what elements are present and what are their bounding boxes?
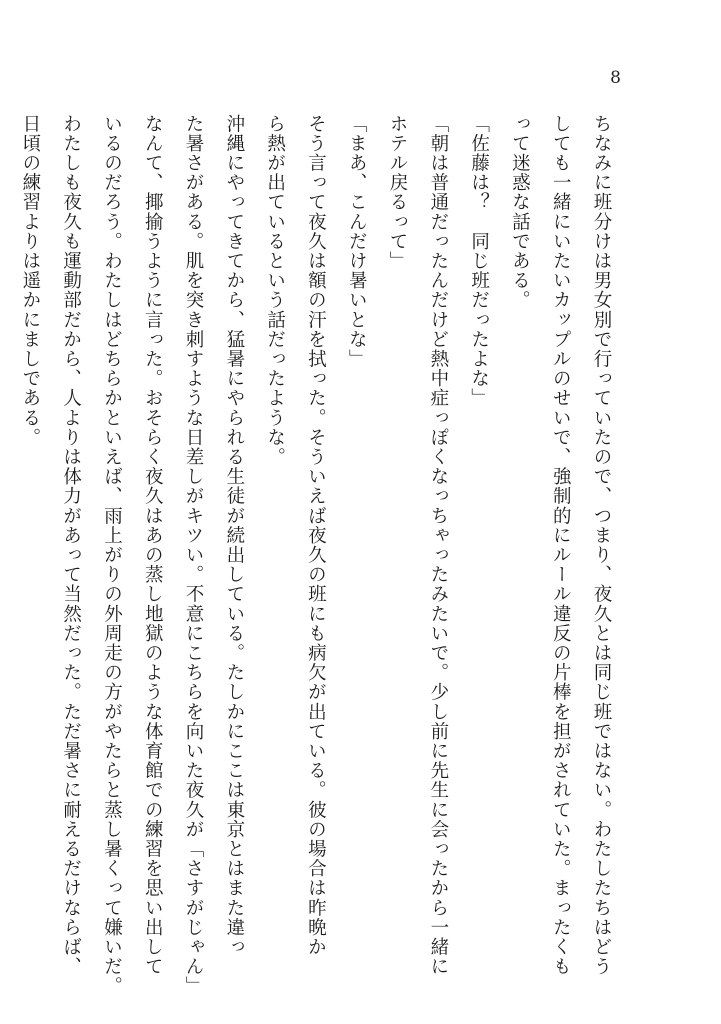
text-line: 「まあ、こんだけ暑いとな」	[346, 114, 368, 369]
text-line: いるのだろう。わたしはどちらかといえば、雨上がりの外周走の方がやたらと蒸し暑くって嫌いだ。	[101, 114, 123, 996]
text-line: ら熱が出ているという話だったような。	[264, 114, 286, 467]
text-line: ホテル戻るって」	[387, 114, 409, 271]
text-line: わたしも夜久も運動部だから、人よりは体力があって当然だった。ただ暑さに耐えるだけならば、	[60, 114, 82, 977]
text-line: なんて、揶揄うように言った。おそらく夜久はあの蒸し地獄のような体育館での練習を思い出して	[142, 114, 164, 977]
text-line: 「朝は普通だったんだけど熱中症っぽくなっちゃったみたいで。少し前に先生に会ったから一緒に	[427, 114, 449, 977]
text-line: そう言って夜久は額の汗を拭った。そういえば夜久の班にも病欠が出ている。彼の場合は昨晩か	[305, 114, 327, 957]
text-line: 「佐藤は？ 同じ班だったよな」	[468, 114, 490, 408]
text-line: しても一緒にいたいカップルのせいで、強制的にルール違反の片棒を担がされていた。まったくも	[550, 114, 572, 977]
page-number: 8	[610, 68, 621, 88]
text-line	[0, 114, 9, 984]
text-line: 沖縄にやってきてから、猛暑にやられる生徒が続出している。たしかにここは東京とはまた違っ	[223, 114, 245, 957]
body-text	[19, 114, 621, 996]
text-line: ちなみに班分けは男女別で行っていたので、つまり、夜久とは同じ班ではない。わたしたちはどう	[591, 114, 612, 977]
text-line: 日頃の練習よりは遥かにましである。	[19, 114, 41, 448]
text-line: って迷惑な話である。	[509, 114, 531, 310]
text-line: た暑さがある。肌を突き刺すような日差しがキツい。不意にこちらを向いた夜久が「さすがじゃん」	[183, 114, 205, 996]
